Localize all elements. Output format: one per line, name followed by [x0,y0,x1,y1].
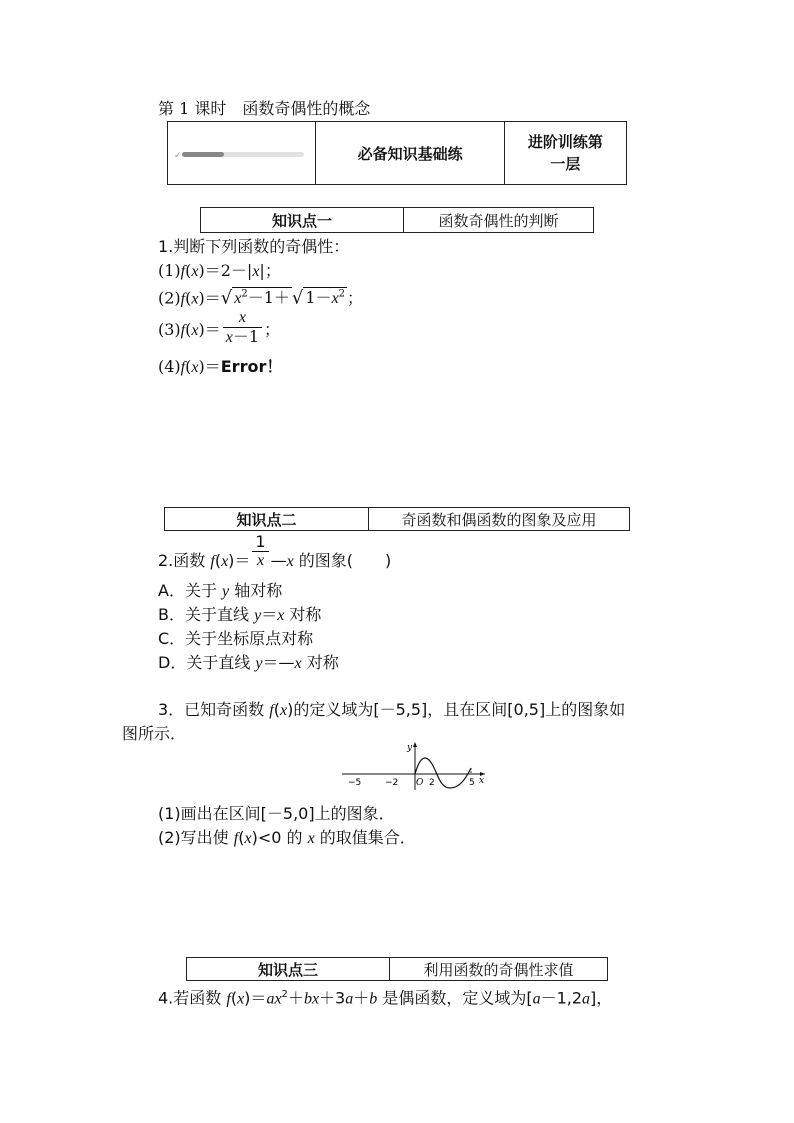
sqrt-icon: √ [291,287,304,309]
q1-p2-mid: －1＋ [247,288,290,308]
lesson-title: 第 1 课时 函数奇偶性的概念 [158,99,371,118]
q2-denominator: x [256,552,265,569]
progress-cell [168,122,316,185]
q1-p2-num: (2) [158,288,181,308]
header-cell-advanced-line1: 进阶训练第 [527,133,603,151]
section2-topic: 奇函数和偶函数的图象及应用 [369,508,630,531]
q1-p2-x2: x [234,290,242,308]
section1-box [200,207,594,233]
q1-p3-fraction [223,309,262,347]
q1-p2-radicand2: $1-x^2$ [305,288,346,308]
section3-label: 知识点三 [187,958,390,981]
header-cell-advanced [504,122,626,185]
q1-p3-numerator: x [223,309,262,328]
y-axis-arrow-icon [413,742,417,747]
q1-p2-x3: x [331,290,339,308]
q1-p4-f: f [180,359,186,376]
q1-p4-num: (4) [158,357,181,376]
q1-p2-f: f [180,290,186,308]
q3-sub1: (1)画出在区间[－5,0]上的图象． [158,804,395,823]
q1-p2-rad2: 1－ [305,288,332,308]
q4-mid5: 是偶函数，定义域为[ [377,988,533,1008]
check-icon: ✓ [174,151,182,161]
q2-optB-text: B．关于直线 [158,605,255,624]
q1-p3-num: (3) [158,319,181,339]
progress-bar [182,152,304,157]
header-cell-advanced-line2: 一层 [550,155,581,173]
q1-p3-den-text: －1 [232,327,260,346]
q2-optD-text: D．关于直线 [158,653,256,672]
q2-option-d: D．关于直线 y＝—x 对称 [158,653,339,672]
q1-p3-f: f [180,321,186,339]
section2-box [164,507,630,531]
function-curve [415,758,471,788]
q2-x: x [221,553,229,570]
q4-mid6: －1,2 [540,988,583,1008]
y-axis-label: y [407,743,413,753]
q3-sub2c: 的取值集合． [314,828,416,847]
q2-f: f [210,553,215,570]
q3-line1b: 的定义域为[－5,5]，且在区间[0,5]上的图象如 [293,700,626,719]
header-table [167,121,627,185]
origin-label: O [416,778,424,788]
q2-numerator: 1 [252,533,268,552]
q2-optA-text: A．关于 [158,581,223,600]
section1-label: 知识点一 [201,208,404,233]
q1-p1-num: (1) [158,261,181,280]
q4-mid3: ＋3 [319,988,346,1008]
section2-label: 知识点二 [165,508,369,531]
tick-label-neg5: −5 [348,778,362,788]
q1-p4-eq: ＝ [204,357,221,376]
progress-fill [182,152,225,157]
q2-optB-tail: 对称 [284,605,322,624]
q1-p3-x: x [191,321,199,339]
q1-part3: (3)f(x)＝ $\frac{x}{x-1}$ ； [158,309,281,346]
q1-part2: (2)f(x)＝√ $x^2-1+$ √ $1-x^2$ ； [158,287,364,309]
q1-p1-expr: ＝2－| [204,261,253,280]
q3-graph [340,742,490,794]
q2-option-b: B．关于直线 y＝x 对称 [158,605,322,624]
q3-line2: 图所示． [122,724,187,743]
q1-p3-denominator: x－1 [225,327,260,346]
q4-stem: 4.若函数 $f(x)=ax^2+bx+3a+b$ 是偶函数，定义域为[a－1,2a]， [158,988,613,1008]
q1-part1: (1)f(x)＝2－|x|； [158,261,281,280]
q1-part4: (4)f(x)＝Error！ [158,357,283,376]
q3-sub2b: <0 的 [257,828,308,847]
sqrt-icon: √ [220,287,233,309]
tick-label-neg2: −2 [385,778,399,788]
q4-end: ]， [590,988,613,1008]
q4-mid1: ＝ [250,988,267,1008]
q4-mid2: ＋ [287,988,304,1008]
q2-option-c: C．关于坐标原点对称 [158,629,314,648]
q1-p4-error: Error！ [220,357,283,376]
q1-p3-end: ； [264,319,281,339]
section1-topic: 函数奇偶性的判断 [403,208,593,233]
q1-p1-x: x [191,263,199,280]
q3-sub2: (2)写出使 f(x)<0 的 x 的取值集合． [158,828,416,847]
q4-mid4: ＋ [353,988,370,1008]
q2-fraction [252,533,268,570]
q1-p2-x: x [191,290,199,308]
q1-p2-radicand1: $x^2-1+$ [234,288,290,308]
header-cell-basic: 必备知识基础练 [316,122,504,185]
q2-suffix: 的图象( ) [293,551,392,570]
q2-x2: x [286,553,294,570]
tick-label-5: 5 [469,778,475,788]
q1-stem: 1.判断下列函数的奇偶性： [158,237,350,256]
q1-p2-end: ； [347,288,364,308]
q1-p1-x2: x [252,263,260,280]
q3-line1: 3．已知奇函数 f(x)的定义域为[－5,5]，且在区间[0,5]上的图象如 [158,700,626,719]
q1-p3-eq: ＝ [204,319,221,339]
q2-prefix: 2.函数 [158,551,211,570]
section3-box [186,957,608,981]
q3-line1a: 3．已知奇函数 [158,700,270,719]
q4-prefix: 4.若函数 [158,988,227,1008]
q2-optA-tail: 轴对称 [229,581,283,600]
q2-stem: 2.函数 f(x)＝ $\frac{1}{x}$ —x 的图象( ) [158,532,392,570]
q1-p1-end: |； [259,261,281,280]
q1-p4-x: x [191,359,199,376]
x-axis-label: x [479,776,485,786]
q1-p1-f: f [180,263,186,280]
q2-mid: — [270,551,287,570]
section3-topic: 利用函数的奇偶性求值 [390,958,608,981]
q2-optD-tail: 对称 [301,653,339,672]
q3-sub2a: (2)写出使 [158,828,234,847]
q2-option-a: A．关于 y 轴对称 [158,581,283,600]
tick-label-2: 2 [429,778,435,788]
